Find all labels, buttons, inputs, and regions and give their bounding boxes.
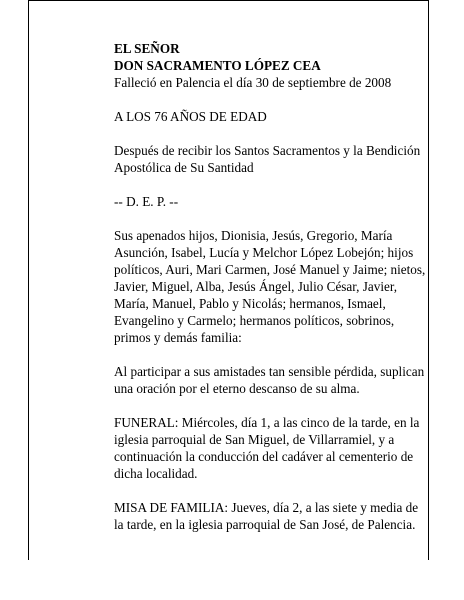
family-paragraph: Sus apenados hijos, Dionisia, Jesús, Gregorio, María Asunción, Isabel, Lucía y Melchor López Lobejón; hijos políticos, Auri, Mari Carmen, José Manuel y Jaime; nietos, Javier, Miguel, Alba, Jesús Ángel, Julio César, Javier, María, Manuel, Pablo y Nicolás; hermanos, Ismael, Evangelino y Carmelo; hermanos políticos, sobrinos, primos y demás familia: (114, 228, 426, 345)
request-paragraph: Al participar a sus amistades tan sensible pérdida, suplican una oración por el eterno descanso de su alma. (114, 364, 425, 396)
header-title-line1: EL SEÑOR (114, 41, 180, 56)
family-mass-paragraph: MISA DE FAMILIA: Jueves, día 2, a las siete y media de la tarde, en la iglesia parroquial de San José, de Palencia. (114, 500, 419, 532)
death-notice: Falleció en Palencia el día 30 de septiembre de 2008 (114, 75, 392, 90)
age-line: A LOS 76 AÑOS DE EDAD (114, 109, 267, 124)
funeral-paragraph: FUNERAL: Miércoles, día 1, a las cinco de la tarde, en la iglesia parroquial de San Miguel, de Villarramiel, y a continuación la conducción del cadáver al cementerio de dicha localidad. (114, 415, 420, 481)
sacraments-paragraph: Después de recibir los Santos Sacramentos y la Bendición Apostólica de Su Santidad (114, 143, 421, 175)
header-title-line2: DON SACRAMENTO LÓPEZ CEA (114, 58, 321, 73)
obituary-text (114, 40, 426, 550)
dep-line: -- D. E. P. -- (114, 194, 179, 209)
